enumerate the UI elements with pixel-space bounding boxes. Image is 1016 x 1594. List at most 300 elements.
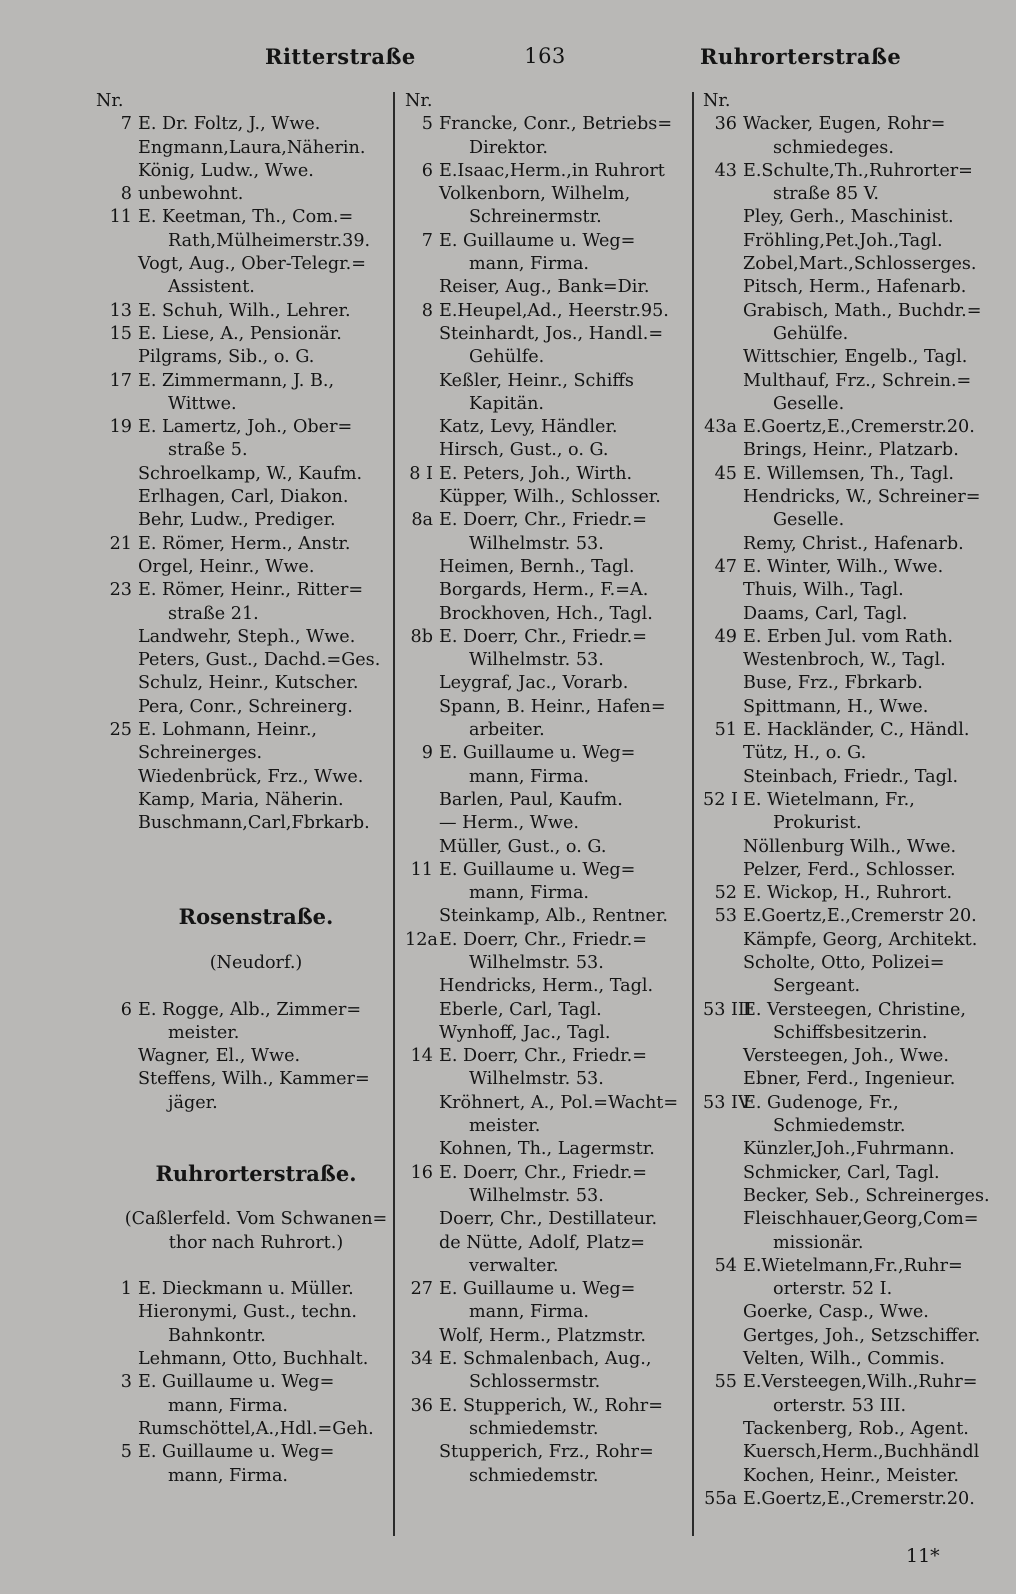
entry-text: mann, Firma. [168, 1395, 289, 1416]
entry-text: Velten, Wilh., Commis. [743, 1349, 945, 1370]
entry-text: Scholte, Otto, Polizei= [743, 952, 945, 973]
resident-line [703, 90, 1003, 113]
house-number: 3 [120, 1372, 132, 1393]
entry-text: Buse, Frz., Fbrkarb. [743, 673, 923, 694]
resident-line [96, 1068, 396, 1091]
resident-line [703, 183, 1003, 206]
entry-text: Nr. [96, 91, 124, 111]
entry-text: straße 21. [168, 603, 259, 624]
spacer [96, 1185, 396, 1208]
entry-text: mann, Firma. [168, 1465, 289, 1486]
resident-line [405, 1371, 687, 1394]
resident-line [405, 253, 687, 276]
street-subtitle: thor nach Ruhrort.) [168, 1232, 344, 1253]
entry-text: E. Erben Jul. vom Rath. [743, 626, 954, 647]
entry-text: Tackenberg, Rob., Agent. [743, 1418, 969, 1439]
house-entry [405, 1162, 687, 1185]
entry-text: E. Wietelmann, Fr., [743, 789, 915, 810]
spacer [96, 1255, 396, 1278]
house-entry [96, 719, 396, 742]
entry-text: Schreinermstr. [469, 207, 602, 228]
entry-text: Zobel,Mart.,Schlosserges. [743, 254, 977, 275]
entry-text: E. Römer, Herm., Anstr. [138, 533, 351, 554]
house-entry [405, 626, 687, 649]
house-number: 53 [714, 906, 737, 927]
house-entry [405, 1045, 687, 1068]
house-number: 13 [109, 300, 132, 321]
entry-text: Thuis, Wilh., Tagl. [743, 580, 904, 601]
house-entry [96, 206, 396, 229]
entry-text: E.Goertz,E.,Cremerstr 20. [743, 906, 977, 927]
entry-text: Eberle, Carl, Tagl. [439, 999, 602, 1020]
house-number: 11 [109, 207, 132, 228]
resident-line [96, 276, 396, 299]
page-number: 163 [524, 44, 566, 68]
resident-line [405, 719, 687, 742]
entry-text: Leygraf, Jac., Vorarb. [439, 673, 629, 694]
resident-line [703, 1325, 1003, 1348]
resident-line [703, 346, 1003, 369]
house-entry [96, 533, 396, 556]
house-number: 1 [120, 1279, 132, 1300]
entry-text: Steinkamp, Alb., Rentner. [439, 906, 669, 927]
house-number: 8 I [409, 463, 433, 484]
entry-text: Wilhelmstr. 53. [469, 1185, 604, 1206]
resident-line [405, 649, 687, 672]
entry-text: Schiffsbesitzerin. [773, 1022, 928, 1043]
entry-text: Hirsch, Gust., o. G. [439, 440, 609, 461]
resident-line [405, 1208, 687, 1231]
entry-text: Sergeant. [773, 976, 861, 997]
resident-line [96, 439, 396, 462]
entry-text: Assistent. [168, 277, 255, 298]
entry-text: Steinhardt, Jos., Handl.= [439, 323, 664, 344]
entry-text: Wilhelmstr. 53. [469, 533, 604, 554]
entry-text: Schmiedemstr. [773, 1116, 906, 1137]
resident-line [703, 1418, 1003, 1441]
house-entry [405, 1348, 687, 1371]
entry-text: Schmicker, Carl, Tagl. [743, 1162, 940, 1183]
resident-line [96, 1348, 396, 1371]
entry-text: Stupperich, Frz., Rohr= [439, 1442, 654, 1463]
resident-line [96, 696, 396, 719]
resident-line [96, 742, 396, 765]
house-entry [703, 719, 1003, 742]
entry-text: Fröhling,Pet.Joh.,Tagl. [743, 230, 943, 251]
entry-text: E.Goertz,E.,Cremerstr.20. [743, 417, 975, 438]
house-entry [96, 323, 396, 346]
resident-line [405, 393, 687, 416]
entry-text: Schroelkamp, W., Kaufm. [138, 463, 363, 484]
entry-text: meister. [469, 1116, 541, 1137]
street-subtitle: (Caßlerfeld. Vom Schwanen= [124, 1209, 388, 1230]
resident-line [405, 486, 687, 509]
resident-line [405, 1255, 687, 1278]
entry-text: schmiedemstr. [469, 1418, 599, 1439]
resident-line [703, 649, 1003, 672]
resident-line [405, 789, 687, 812]
resident-line [96, 346, 396, 369]
entry-text: mann, Firma. [469, 1302, 590, 1323]
entry-text: Pley, Gerh., Maschinist. [743, 207, 954, 228]
entry-text: E. Doerr, Chr., Friedr.= [439, 1046, 647, 1067]
spacer [96, 929, 396, 952]
entry-text: Pilgrams, Sib., o. G. [138, 347, 315, 368]
entry-text: E. Lohmann, Heinr., [138, 720, 318, 741]
entry-text: straße 5. [168, 440, 248, 461]
resident-line [703, 1232, 1003, 1255]
entry-text: Nr. [703, 91, 731, 111]
house-entry [96, 183, 396, 206]
resident-line [703, 486, 1003, 509]
house-number: 17 [109, 370, 132, 391]
house-number: 52 I [703, 789, 738, 810]
house-number: 54 [714, 1255, 737, 1276]
resident-line [405, 1022, 687, 1045]
entry-text: E. Doerr, Chr., Friedr.= [439, 510, 647, 531]
resident-line [96, 603, 396, 626]
resident-line [96, 1301, 396, 1324]
house-entry [405, 463, 687, 486]
house-entry [703, 1255, 1003, 1278]
entry-text: Buschmann,Carl,Fbrkarb. [138, 813, 370, 834]
resident-line [703, 672, 1003, 695]
entry-text: Volkenborn, Wilhelm, [439, 184, 631, 205]
entry-text: Schulz, Heinr., Kutscher. [138, 673, 359, 694]
house-number: 6 [421, 160, 433, 181]
entry-text: meister. [168, 1022, 240, 1043]
resident-line [703, 1045, 1003, 1068]
house-number: 16 [410, 1162, 433, 1183]
resident-line [703, 1208, 1003, 1231]
column-1 [96, 90, 396, 1488]
house-entry [703, 1488, 1003, 1511]
house-number: 9 [421, 743, 433, 764]
resident-line [96, 1092, 396, 1115]
resident-line [96, 1418, 396, 1441]
house-number: 27 [410, 1279, 433, 1300]
resident-line [703, 603, 1003, 626]
entry-text: Borgards, Herm., F.=A. [439, 580, 649, 601]
house-entry [405, 859, 687, 882]
house-number: 25 [109, 720, 132, 741]
house-number: 12a [405, 929, 438, 950]
resident-line [405, 556, 687, 579]
resident-line [96, 463, 396, 486]
entry-text: Kamp, Maria, Näherin. [138, 789, 344, 810]
house-number: 8 [120, 184, 132, 205]
entry-text: Hendricks, Herm., Tagl. [439, 976, 654, 997]
house-entry [703, 1092, 1003, 1115]
entry-text: Müller, Gust., o. G. [439, 836, 607, 857]
entry-text: E.Versteegen,Wilh.,Ruhr= [743, 1372, 978, 1393]
resident-line [96, 253, 396, 276]
resident-line [405, 206, 687, 229]
resident-line [703, 1348, 1003, 1371]
resident-line [405, 276, 687, 299]
resident-line [703, 859, 1003, 882]
house-entry [405, 300, 687, 323]
entry-text: Tütz, H., o. G. [743, 743, 867, 764]
resident-line [703, 439, 1003, 462]
entry-text: Kapitän. [469, 393, 545, 414]
entry-text: E. Hackländer, C., Händl. [743, 720, 970, 741]
resident-line [703, 393, 1003, 416]
resident-line [703, 696, 1003, 719]
entry-text: Versteegen, Joh., Wwe. [743, 1046, 949, 1067]
entry-text: Engmann,Laura,Näherin. [138, 137, 366, 158]
entry-text: E. Dieckmann u. Müller. [138, 1279, 354, 1300]
entry-text: Gehülfe. [469, 347, 545, 368]
entry-text: E.Schulte,Th.,Ruhrorter= [743, 160, 973, 181]
resident-line [405, 1138, 687, 1161]
house-number: 5 [120, 1442, 132, 1463]
spacer [96, 882, 396, 905]
entry-text: schmiedeges. [773, 137, 894, 158]
resident-line [405, 1115, 687, 1138]
entry-text: Schreinerges. [138, 743, 263, 764]
resident-line [405, 975, 687, 998]
house-entry [96, 1278, 396, 1301]
resident-line [703, 1441, 1003, 1464]
resident-line [703, 812, 1003, 835]
entry-text: E.Heupel,Ad., Heerstr.95. [439, 300, 669, 321]
house-number: 5 [421, 114, 433, 135]
spacer [96, 1115, 396, 1138]
spacer [96, 975, 396, 998]
entry-text: straße 85 V. [773, 184, 879, 205]
entry-text: Kröhnert, A., Pol.=Wacht= [439, 1092, 679, 1113]
spacer [96, 859, 396, 882]
entry-text: missionär. [773, 1232, 864, 1253]
resident-line [405, 603, 687, 626]
house-entry [703, 160, 1003, 183]
resident-line [405, 999, 687, 1022]
resident-line [405, 416, 687, 439]
house-entry [96, 999, 396, 1022]
entry-text: Behr, Ludw., Prediger. [138, 510, 336, 531]
resident-line [405, 183, 687, 206]
resident-line [96, 1045, 396, 1068]
entry-text: Rath,Mülheimerstr.39. [168, 230, 371, 251]
sheet-signature: 11* [906, 1545, 940, 1567]
entry-text: Nöllenburg Wilh., Wwe. [743, 836, 957, 857]
entry-text: Direktor. [469, 137, 548, 158]
entry-text: Wilhelmstr. 53. [469, 952, 604, 973]
entry-text: Bahnkontr. [168, 1325, 266, 1346]
entry-text: E. Peters, Joh., Wirth. [439, 463, 633, 484]
house-entry [96, 370, 396, 393]
resident-line [405, 882, 687, 905]
resident-line [96, 626, 396, 649]
resident-line [703, 929, 1003, 952]
entry-text: Wagner, El., Wwe. [138, 1046, 301, 1067]
resident-line [405, 905, 687, 928]
column-2 [405, 90, 687, 1488]
entry-text: Erlhagen, Carl, Diakon. [138, 487, 349, 508]
entry-text: Schlossermstr. [469, 1372, 601, 1393]
entry-text: schmiedemstr. [469, 1465, 599, 1486]
street-subtitle: (Neudorf.) [209, 952, 303, 973]
resident-line [703, 1162, 1003, 1185]
house-number: 43a [704, 417, 737, 438]
resident-line [703, 579, 1003, 602]
resident-line [96, 230, 396, 253]
house-number: 6 [120, 999, 132, 1020]
house-number: 49 [714, 626, 737, 647]
house-entry [405, 509, 687, 532]
house-entry [96, 300, 396, 323]
entry-text: Steinbach, Friedr., Tagl. [743, 766, 959, 787]
entry-text: Spittmann, H., Wwe. [743, 696, 929, 717]
entry-text: E. Guillaume u. Weg= [439, 743, 636, 764]
resident-line [405, 1185, 687, 1208]
house-number: 55 [714, 1372, 737, 1393]
street-title: Ruhrorterstraße. [155, 1160, 357, 1186]
resident-line [405, 346, 687, 369]
resident-line [703, 1185, 1003, 1208]
house-number: 47 [714, 556, 737, 577]
resident-line [405, 1301, 687, 1324]
house-number: 36 [410, 1395, 433, 1416]
resident-line [96, 1325, 396, 1348]
entry-text: Becker, Seb., Schreinerges. [743, 1185, 990, 1206]
house-number: 51 [714, 720, 737, 741]
house-entry [96, 113, 396, 136]
column-3 [703, 90, 1003, 1511]
entry-text: Lehmann, Otto, Buchhalt. [138, 1349, 369, 1370]
resident-line [96, 649, 396, 672]
resident-line [96, 1465, 396, 1488]
entry-text: E. Guillaume u. Weg= [138, 1442, 335, 1463]
resident-line [703, 1465, 1003, 1488]
entry-text: Gertges, Joh., Setzschiffer. [743, 1325, 981, 1346]
entry-text: Pelzer, Ferd., Schlosser. [743, 859, 956, 880]
entry-text: Kohnen, Th., Lagermstr. [439, 1139, 655, 1160]
entry-text: Gehülfe. [773, 323, 849, 344]
resident-line [703, 300, 1003, 323]
entry-text: E. Gudenoge, Fr., [743, 1092, 899, 1113]
resident-line [96, 486, 396, 509]
resident-line [405, 533, 687, 556]
resident-line [405, 1465, 687, 1488]
house-number: 8 [421, 300, 433, 321]
resident-line [703, 742, 1003, 765]
resident-line [703, 206, 1003, 229]
house-number: 11 [410, 859, 433, 880]
entry-text: E. Lamertz, Joh., Ober= [138, 417, 353, 438]
house-number: 36 [714, 114, 737, 135]
entry-text: Wilhelmstr. 53. [469, 1069, 604, 1090]
entry-text: Landwehr, Steph., Wwe. [138, 626, 356, 647]
entry-text: Orgel, Heinr., Wwe. [138, 556, 315, 577]
entry-text: Barlen, Paul, Kaufm. [439, 789, 623, 810]
resident-line [703, 766, 1003, 789]
entry-text: Kuersch,Herm.,Buchhändl [743, 1442, 980, 1463]
entry-text: Wynhoff, Jac., Tagl. [439, 1022, 611, 1043]
resident-line [703, 1395, 1003, 1418]
spacer [96, 836, 396, 859]
resident-line [703, 1022, 1003, 1045]
entry-text: Wilhelmstr. 53. [469, 650, 604, 671]
entry-text: E. Guillaume u. Weg= [439, 230, 636, 251]
entry-text: E. Keetman, Th., Com.= [138, 207, 354, 228]
entry-text: Hendricks, W., Schreiner= [743, 487, 981, 508]
resident-line [405, 672, 687, 695]
entry-text: Kochen, Heinr., Meister. [743, 1465, 959, 1486]
house-entry [703, 905, 1003, 928]
resident-line [405, 323, 687, 346]
entry-text: Nr. [405, 91, 433, 111]
entry-text: E. Dr. Foltz, J., Wwe. [138, 114, 321, 135]
resident-line [96, 509, 396, 532]
house-number: 8a [411, 510, 433, 531]
entry-text: E. Versteegen, Christine, [743, 999, 966, 1020]
resident-line [405, 1418, 687, 1441]
entry-text: verwalter. [469, 1255, 559, 1276]
entry-text: Wittwe. [168, 393, 237, 414]
resident-line [405, 812, 687, 835]
entry-text: Grabisch, Math., Buchdr.= [743, 300, 982, 321]
entry-text: Doerr, Chr., Destillateur. [439, 1209, 658, 1230]
resident-line [96, 672, 396, 695]
resident-line [703, 1068, 1003, 1091]
entry-text: Vogt, Aug., Ober-Telegr.= [138, 254, 366, 275]
entry-text: Pitsch, Herm., Hafenarb. [743, 277, 967, 298]
resident-line [96, 766, 396, 789]
house-entry [703, 416, 1003, 439]
house-number: 53 IV [703, 1092, 751, 1113]
house-entry [703, 1371, 1003, 1394]
street-title: Rosenstraße. [178, 904, 334, 930]
resident-line [405, 1441, 687, 1464]
resident-line [405, 439, 687, 462]
entry-text: Goerke, Casp., Wwe. [743, 1302, 929, 1323]
resident-line [703, 253, 1003, 276]
house-entry [405, 1278, 687, 1301]
entry-text: Ebner, Ferd., Ingenieur. [743, 1069, 956, 1090]
entry-text: orterstr. 52 I. [773, 1279, 893, 1300]
entry-text: Kämpfe, Georg, Architekt. [743, 929, 978, 950]
entry-text: Geselle. [773, 393, 845, 414]
entry-text: Wolf, Herm., Platzmstr. [439, 1325, 646, 1346]
house-entry [703, 556, 1003, 579]
resident-line [703, 836, 1003, 859]
resident-line [405, 836, 687, 859]
entry-text: arbeiter. [469, 720, 545, 741]
spacer [96, 1138, 396, 1161]
entry-text: Fleischhauer,Georg,Com= [743, 1209, 979, 1230]
house-number: 45 [714, 463, 737, 484]
house-number: 23 [109, 580, 132, 601]
entry-text: E.Goertz,E.,Cremerstr.20. [743, 1488, 975, 1509]
resident-line [96, 812, 396, 835]
resident-line [703, 276, 1003, 299]
house-entry [405, 113, 687, 136]
resident-line [96, 1022, 396, 1045]
entry-text: — Herm., Wwe. [439, 813, 579, 834]
entry-text: Spann, B. Heinr., Hafen= [439, 696, 666, 717]
entry-text: Geselle. [773, 510, 845, 531]
house-entry [703, 463, 1003, 486]
resident-line [703, 1115, 1003, 1138]
resident-line [405, 137, 687, 160]
entry-text: E.Wietelmann,Fr.,Ruhr= [743, 1255, 963, 1276]
house-entry [405, 929, 687, 952]
resident-line [96, 789, 396, 812]
resident-line [703, 952, 1003, 975]
column-rule-2 [692, 92, 694, 1536]
